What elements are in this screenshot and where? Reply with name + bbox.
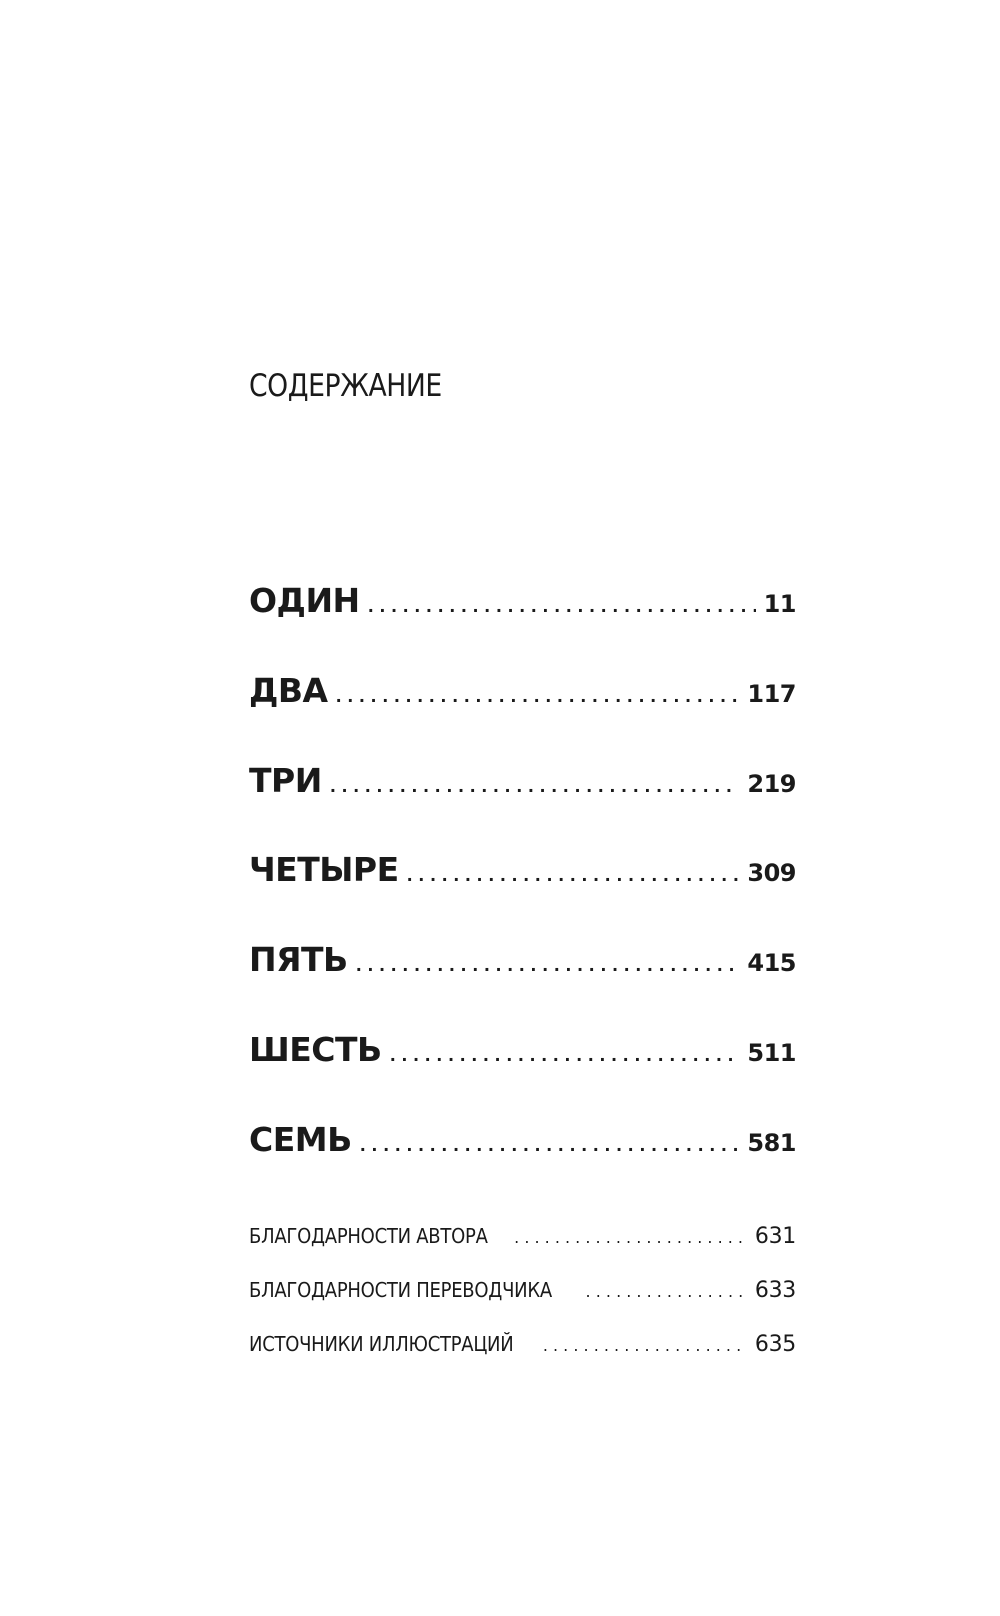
dot-leader [407,866,740,885]
toc-entry-page: 219 [747,770,796,798]
toc-entry-chapter-5[interactable] [249,940,796,979]
toc-entry-chapter-6[interactable] [249,1030,796,1069]
toc-entry-chapter-7[interactable] [249,1120,796,1159]
toc-entry-chapter-2[interactable] [249,671,796,710]
dot-leader [356,956,740,975]
toc-entry-page: 415 [747,949,796,977]
toc-entry-label: ШЕСТЬ [249,1030,382,1069]
toc-entry-page: 581 [747,1129,796,1157]
toc-entry-label: БЛАГОДАРНОСТИ ПЕРЕВОДЧИКА [249,1278,552,1302]
toc-entry-page: 633 [754,1278,796,1303]
dot-leader [586,1282,747,1301]
toc-entry-page: 117 [747,680,796,708]
toc-entry-label: ПЯТЬ [249,940,348,979]
toc-entry-label: ЧЕТЫРЕ [249,850,399,889]
toc-entry-author-acknowledgements[interactable] [249,1224,796,1249]
toc-entry-translator-acknowledgements[interactable] [249,1278,796,1303]
toc-entry-label: СЕМЬ [249,1120,352,1159]
toc-entry-page: 631 [754,1224,796,1249]
dot-leader [368,597,756,616]
dot-leader [336,687,740,706]
toc-entry-chapter-3[interactable] [249,761,796,800]
toc-entry-illustration-sources[interactable] [249,1332,796,1357]
toc-entry-page: 511 [747,1039,796,1067]
dot-leader [360,1136,740,1155]
toc-entry-label: ДВА [249,671,328,710]
toc-entry-label: ТРИ [249,761,322,800]
toc-entry-page: 635 [754,1332,796,1357]
dot-leader [514,1228,747,1247]
toc-entry-chapter-1[interactable] [249,581,796,620]
dot-leader [543,1336,747,1355]
toc-entry-page: 309 [747,859,796,887]
toc-entry-page: 11 [763,590,796,618]
toc-entry-label: ОДИН [249,581,360,620]
toc-entry-label: БЛАГОДАРНОСТИ АВТОРА [249,1224,488,1248]
toc-entry-chapter-4[interactable] [249,850,796,889]
dot-leader [330,777,740,796]
toc-entry-label: ИСТОЧНИКИ ИЛЛЮСТРАЦИЙ [249,1332,514,1356]
page-title: СОДЕРЖАНИЕ [249,368,442,404]
dot-leader [390,1046,740,1065]
